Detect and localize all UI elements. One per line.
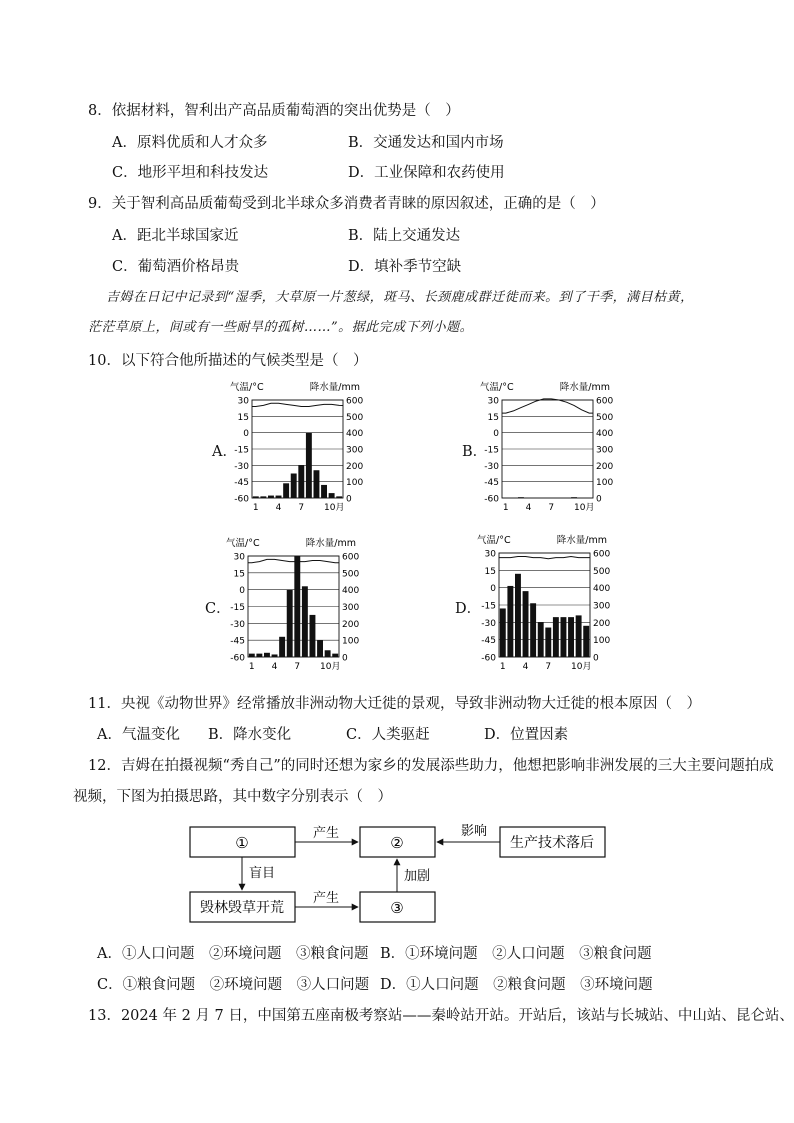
q9-stem: 9．关于智利高品质葡萄受到北半球众多消费者青睐的原因叙述，正确的是（ ） [88, 196, 605, 212]
precip-tick-label: 300 [596, 445, 614, 456]
temp-tick-label: -45 [234, 478, 249, 489]
q11-option-d[interactable]: D．位置因素 [484, 727, 569, 743]
precip-tick-label: 0 [596, 494, 602, 505]
precip-bar [264, 653, 270, 657]
precip-bar [260, 496, 266, 498]
temp-tick-label: -15 [481, 601, 496, 612]
month-tick-label: 1 [248, 662, 255, 672]
temp-tick-label: 15 [484, 566, 496, 577]
precip-tick-label: 500 [596, 412, 614, 423]
temp-tick-label: -30 [234, 461, 249, 472]
q12-option-d[interactable]: D．①人口问题 ②粮食问题 ③环境问题 [380, 977, 653, 993]
chart-d-label[interactable]: D． [455, 601, 482, 617]
precip-tick-label: 600 [593, 549, 611, 560]
precip-bar [336, 496, 342, 498]
material-line-1: 吉姆在日记中记录到“湿季，大草原一片葱绿，斑马、长颈鹿成群迁徙而来。到了干季，满目枯黄， [106, 290, 694, 305]
edge-blind: 盲目 [248, 866, 276, 881]
precip-tick-label: 200 [346, 461, 364, 472]
precip-tick-label: 0 [342, 653, 348, 664]
month-tick-label: 7 [298, 503, 305, 513]
edge-produce-1: 产生 [312, 826, 340, 841]
temp-tick-label: -60 [484, 494, 499, 505]
edge-aggravate: 加剧 [403, 869, 431, 884]
temp-tick-label: -15 [230, 603, 245, 613]
precip-tick-label: 400 [346, 429, 364, 440]
precip-bar [568, 617, 574, 657]
precip-tick-label: 500 [346, 412, 364, 423]
q8-option-d[interactable]: D．工业保障和农药使用 [348, 165, 505, 181]
precip-bar [287, 590, 293, 657]
month-tick-label: 10月 [324, 503, 345, 513]
temp-tick-label: 15 [487, 412, 499, 423]
precip-tick-label: 400 [342, 586, 360, 597]
precip-tick-label: 600 [342, 552, 360, 563]
q12-option-b[interactable]: B．①环境问题 ②人口问题 ③粮食问题 [380, 946, 652, 962]
precip-bar [256, 654, 262, 657]
temp-tick-label: 15 [237, 412, 249, 423]
q12-stem-line-2: 视频，下图为拍摄思路，其中数字分别表示（ ） [73, 789, 392, 805]
q11-option-a[interactable]: A．气温变化 [97, 727, 180, 743]
precip-tick-label: 100 [342, 636, 360, 647]
q9-option-c[interactable]: C．葡萄酒价格昂贵 [112, 259, 240, 275]
q11-option-b[interactable]: B．降水变化 [208, 727, 292, 743]
precip-bar [515, 574, 521, 657]
precip-bar [314, 470, 320, 498]
precip-tick-label: 200 [342, 619, 360, 630]
temp-tick-label: 30 [487, 396, 499, 407]
precip-bar [272, 654, 278, 657]
precip-bar [545, 628, 551, 657]
q12-stem-line-1: 12．吉姆在拍摄视频“秀自己”的同时还想为家乡的发展添些助力，他想把影响非洲发展的三大主要问题拍成 [88, 758, 774, 774]
temp-tick-label: -15 [234, 445, 249, 456]
temp-tick-label: -60 [230, 653, 245, 664]
month-tick-label: 7 [548, 503, 555, 513]
temp-tick-label: 30 [233, 552, 245, 563]
temp-tick-label: -45 [230, 636, 245, 647]
precip-bar [329, 493, 335, 498]
temp-tick-label: -30 [230, 619, 245, 630]
box-1-text: ① [235, 834, 249, 852]
q9-option-d[interactable]: D．填补季节空缺 [348, 259, 462, 275]
precip-bar [518, 497, 524, 498]
precip-bar [507, 586, 513, 657]
climate-chart-b [480, 380, 614, 515]
precip-bar [306, 433, 312, 498]
precip-tick-label: 100 [596, 478, 614, 489]
precip-bar [530, 603, 536, 657]
edge-influence: 影响 [460, 824, 488, 839]
precip-bar [321, 485, 327, 498]
precip-bar [332, 654, 338, 657]
precip-tick-label: 500 [593, 566, 611, 577]
month-tick-label: 1 [499, 662, 506, 672]
temp-tick-label: 15 [233, 569, 245, 580]
left-axis-title: 气温/°C [480, 382, 514, 393]
box-3-text: ③ [390, 899, 404, 917]
precip-bar [317, 640, 323, 657]
temp-tick-label: 30 [237, 396, 249, 407]
month-tick-label: 1 [502, 503, 509, 513]
box-2-text: ② [390, 834, 404, 852]
temp-tick-label: -15 [484, 445, 499, 456]
precip-bar [279, 637, 285, 657]
precip-tick-label: 400 [593, 584, 611, 595]
month-tick-label: 4 [275, 503, 282, 513]
month-tick-label: 4 [522, 662, 529, 672]
precip-bar [268, 496, 274, 498]
month-tick-label: 7 [294, 662, 301, 672]
temp-tick-label: 0 [239, 586, 245, 597]
q11-option-c[interactable]: C．人类驱赶 [346, 727, 430, 743]
month-tick-label: 7 [545, 662, 552, 672]
temp-tick-label: -60 [234, 494, 249, 505]
q8-option-a[interactable]: A．原料优质和人才众多 [112, 135, 268, 151]
q9-option-b[interactable]: B．陆上交通发达 [348, 228, 461, 244]
precip-bar [325, 650, 331, 657]
precip-tick-label: 200 [593, 618, 611, 629]
left-axis-title: 气温/°C [226, 538, 260, 549]
precip-tick-label: 200 [596, 461, 614, 472]
precip-tick-label: 0 [593, 653, 599, 664]
q8-option-b[interactable]: B．交通发达和国内市场 [348, 135, 504, 151]
precip-bar [523, 591, 529, 657]
precip-bar [302, 586, 308, 657]
edge-produce-2: 产生 [312, 891, 340, 906]
q12-option-a[interactable]: A．①人口问题 ②环境问题 ③粮食问题 [97, 946, 369, 962]
temp-tick-label: -30 [484, 461, 499, 472]
month-tick-label: 10月 [571, 662, 592, 672]
precip-bar [561, 617, 567, 657]
month-tick-label: 10月 [320, 662, 341, 672]
precip-tick-label: 300 [346, 445, 364, 456]
precip-bar [283, 483, 289, 498]
month-tick-label: 4 [271, 662, 278, 672]
precip-bar [253, 496, 259, 498]
precip-bar [294, 556, 300, 657]
material-line-2: 茫茫草原上，间或有一些耐旱的孤树……”。据此完成下列小题。 [88, 320, 474, 335]
precip-tick-label: 600 [346, 396, 364, 407]
temp-tick-label: -45 [484, 478, 499, 489]
month-tick-label: 4 [525, 503, 532, 513]
right-axis-title: 降水量/mm [556, 535, 607, 546]
precip-tick-label: 500 [342, 569, 360, 580]
precip-tick-label: 100 [593, 636, 611, 647]
precip-tick-label: 600 [596, 396, 614, 407]
month-tick-label: 1 [252, 503, 259, 513]
climate-chart-d [477, 533, 611, 674]
q10-stem: 10．以下符合他所描述的气候类型是（ ） [88, 353, 368, 369]
temp-tick-label: -45 [481, 636, 496, 647]
q9-option-a[interactable]: A．距北半球国家近 [112, 228, 239, 244]
temp-tick-label: 0 [493, 429, 499, 440]
temp-tick-label: 0 [490, 584, 496, 595]
temperature-curve [248, 559, 339, 562]
precip-bar [249, 654, 255, 657]
precip-bar [500, 608, 506, 657]
precip-tick-label: 300 [342, 603, 360, 613]
temp-tick-label: -30 [481, 618, 496, 629]
precip-bar [538, 622, 544, 657]
temp-tick-label: -60 [481, 653, 496, 664]
precip-bar [583, 626, 589, 657]
right-axis-title: 降水量/mm [309, 382, 360, 393]
q13-stem: 13．2024 年 2 月 7 日，中国第五座南极考察站——秦岭站开站。开站后，该站与长城站、中山站、昆仑站、 [88, 1008, 794, 1024]
box-forest-text: 毁林毁草开荒 [200, 900, 284, 916]
q8-option-c[interactable]: C．地形平坦和科技发达 [112, 165, 269, 181]
precip-bar [291, 474, 297, 499]
precip-bar [576, 615, 582, 657]
temperature-curve [499, 557, 590, 559]
box-tech-text: 生产技术落后 [510, 835, 594, 851]
precip-tick-label: 400 [596, 429, 614, 440]
precip-tick-label: 0 [346, 494, 352, 505]
precip-bar [276, 496, 282, 498]
chart-a-label[interactable]: A． [212, 444, 237, 460]
precip-bar [571, 497, 577, 498]
chart-c-label[interactable]: C． [205, 601, 231, 617]
climate-chart-c [226, 536, 360, 674]
precip-bar [310, 615, 316, 657]
temperature-curve [252, 403, 343, 406]
temp-tick-label: 30 [484, 549, 496, 560]
left-axis-title: 气温/°C [230, 382, 264, 393]
flow-diagram [180, 820, 620, 932]
right-axis-title: 降水量/mm [305, 538, 356, 549]
right-axis-title: 降水量/mm [559, 382, 610, 393]
q8-stem: 8．依据材料，智利出产高品质葡萄酒的突出优势是（ ） [88, 103, 460, 119]
left-axis-title: 气温/°C [477, 535, 511, 546]
precip-tick-label: 300 [593, 601, 611, 612]
temp-tick-label: 0 [243, 429, 249, 440]
temperature-curve [502, 399, 593, 413]
precip-tick-label: 100 [346, 478, 364, 489]
climate-chart-a [230, 380, 364, 515]
precip-bar [298, 465, 304, 498]
q11-stem: 11．央视《动物世界》经常播放非洲动物大迁徙的景观，导致非洲动物大迁徙的根本原因（ ） [88, 696, 701, 712]
chart-b-label[interactable]: B． [462, 444, 488, 460]
q12-option-c[interactable]: C．①粮食问题 ②环境问题 ③人口问题 [97, 977, 370, 993]
precip-bar [553, 617, 559, 657]
month-tick-label: 10月 [574, 503, 595, 513]
